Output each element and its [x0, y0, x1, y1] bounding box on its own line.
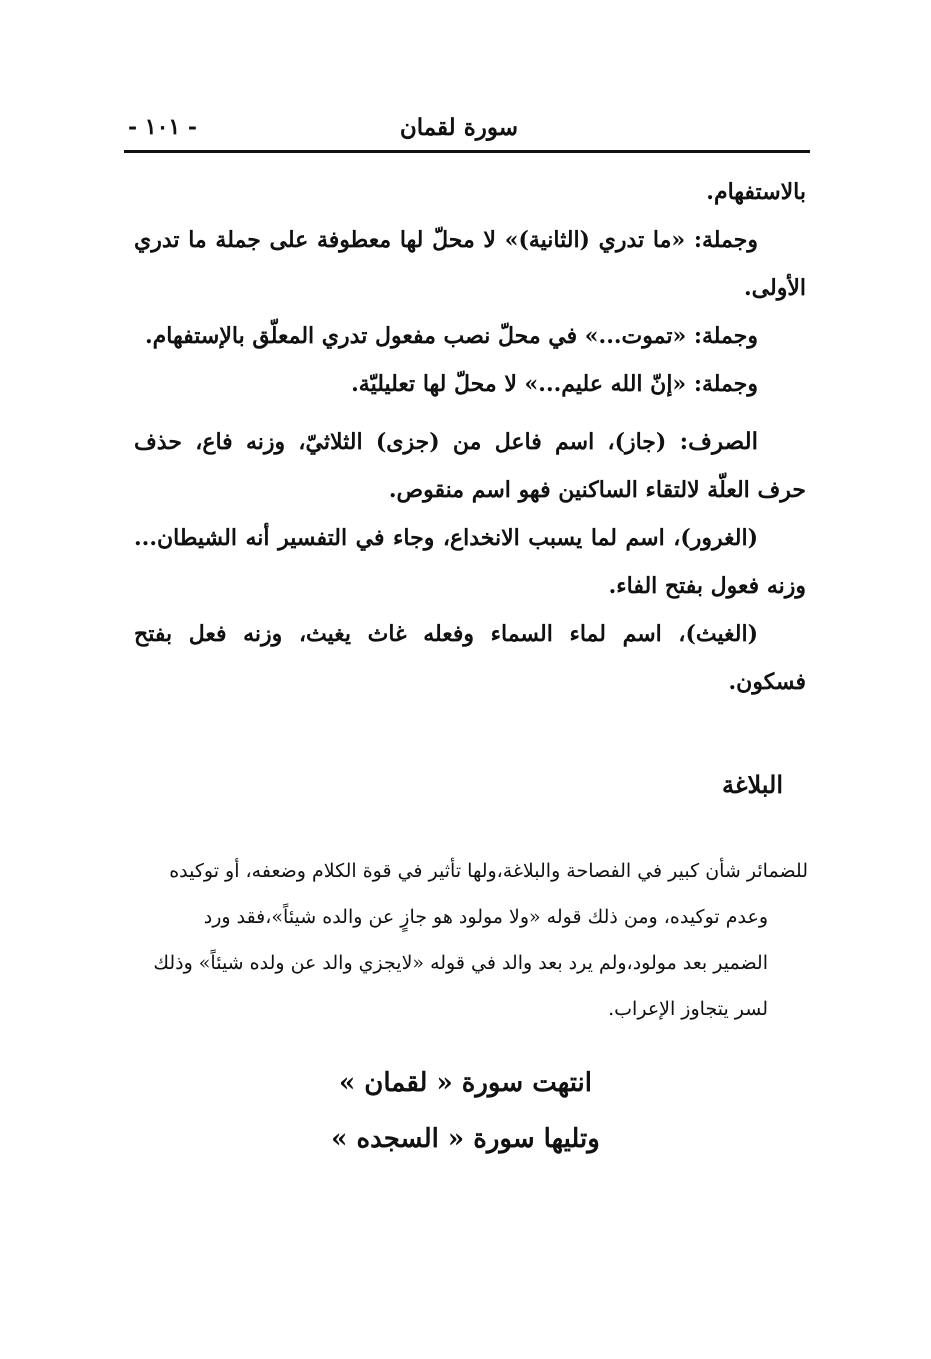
paragraph-ghayth: (الغيث)، اسم لماء السماء وفعله غاث يغيث، وزنه فعل بفتح فسكون.	[134, 621, 806, 695]
balagha-heading: البلاغة	[722, 770, 783, 799]
paragraph-sarf	[134, 418, 806, 514]
paragraph-jumla-3: وجملة: «إنّ الله عليم...» لا محلّ لها تعليليّة.	[351, 371, 758, 397]
balagha-line: للضمائر شأن كبير في الفصاحة والبلاغة،ولها تأثير في قوة الكلام وضعفه، أو توكيده	[169, 860, 808, 882]
balagha-line: وعدم توكيده، ومن ذلك قوله «ولا مولود هو جازٍ عن والده شيئاً»،فقد ورد	[203, 906, 768, 928]
paragraph-continuation: بالاستفهام.	[706, 179, 806, 205]
balagha-text	[118, 848, 808, 1032]
balagha-line: الضمير بعد مولود،ولم يرد بعد والد في قوله «لايجزي والد عن ولده شيئاً» وذلك	[153, 952, 768, 974]
surah-title: سورة لقمان	[399, 114, 518, 141]
page-header	[124, 112, 810, 152]
sarf-text: (جاز)، اسم فاعل من (جزى) الثلاثيّ، وزنه فاع، حذف حرف العلّة لالتقاء الساكنين فهو اسم منقوص.	[134, 429, 806, 503]
paragraph-jumla-1: وجملة: «ما تدري (الثانية)» لا محلّ لها معطوفة على جملة ما تدري الأولى.	[134, 227, 806, 301]
balagha-line: لسر يتجاوز الإعراب.	[608, 998, 768, 1020]
sarf-term: الصرف:	[679, 428, 758, 455]
closing-line-end: انتهت سورة « لقمان »	[338, 1068, 593, 1098]
paragraph-ghurur: (الغرور)، اسم لما يسبب الانخداع، وجاء في التفسير أنه الشيطان... وزنه فعول بفتح الفاء.	[134, 525, 806, 599]
paragraph-jumla-2: وجملة: «تموت...» في محلّ نصب مفعول تدري المعلّق بالإستفهام.	[145, 323, 758, 349]
page-number: - ١٠١ -	[128, 114, 198, 140]
closing-line-next: وتليها سورة « السجده »	[331, 1124, 600, 1154]
main-text	[134, 168, 806, 706]
header-divider	[124, 150, 810, 153]
